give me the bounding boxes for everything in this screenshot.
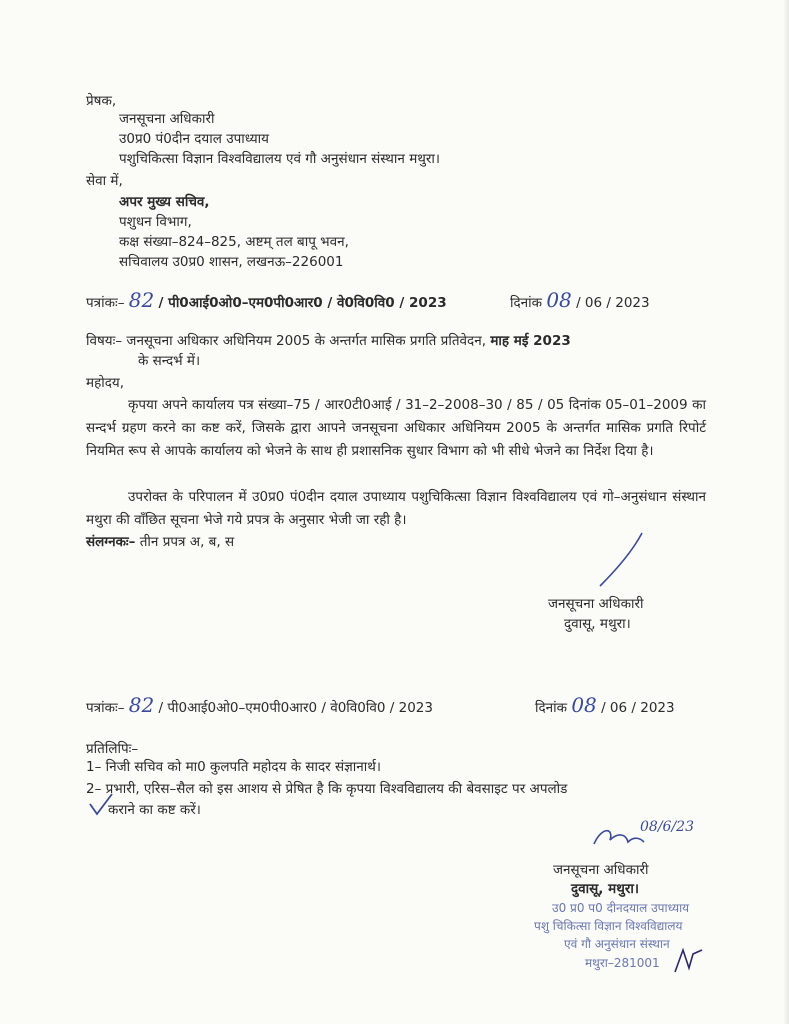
body-paragraph-1: कृपया अपने कार्यालय पत्र संख्या–75 / आर0टी0आई / 31–2–2008–30 / 85 / 05 दिनांक 05–01–2009 का सन्दर्भ ग्रहण करने का कष्ट करें, जिसके द्वारा आपने जनसूचना अधिकार अधिनियम 2005 के अन्तर्गत मासिक प्रगति रिपोर्ट नियमित रूप से आपके कार्यालय को भेजने के साथ ही प्रशासनिक सुधार विभाग को भी सीधे भेजने का निर्देश दिया है। [86, 397, 706, 459]
sender-line3: पशुचिकित्सा विज्ञान विश्वविद्यालय एवं गौ अनुसंधान संस्थान मथुरा। [119, 151, 441, 167]
subject-label: विषयः– [86, 333, 123, 349]
stamp-line-2: पशु चिकित्सा विज्ञान विश्वविद्यालय [534, 919, 683, 933]
recipient-line3: कक्ष संख्या–824–825, अष्टम् तल बापू भवन, [119, 234, 349, 250]
date-label: दिनांक [510, 295, 543, 311]
recipient-line2: पशुधन विभाग, [119, 214, 192, 230]
date-label-2: दिनांक [535, 700, 568, 716]
copy-item-1: 1– निजी सचिव को मा0 कुलपति महोदय के सादर संज्ञानार्थ। [86, 759, 381, 775]
handwritten-letter-number: 82 [128, 288, 155, 312]
handwritten-date-day: 08 [546, 288, 572, 312]
reference-prefix-2: पत्रांकः– [86, 700, 125, 716]
enclosure-line [86, 533, 234, 551]
date-line-2 [535, 693, 675, 717]
sender-line2: उ0प्र0 पं0दीन दयाल उपाध्याय [119, 131, 269, 147]
signature-place-2: दुवासू, मथुरा। [571, 881, 639, 897]
enclosure-text: तीन प्रपत्र अ, ब, स [139, 534, 235, 550]
copy-heading: प्रतिलिपिः– [86, 741, 139, 757]
copy-item-2-line-1: 2– प्रभारी, एरिस–सैल को इस आशय से प्रेषित है कि कृपया विश्वविद्यालय की बेवसाइट पर अपलोड [86, 781, 568, 797]
handwritten-date-day-2: 08 [571, 693, 597, 717]
reference-prefix: पत्रांकः– [86, 295, 125, 311]
handwritten-letter-number-2: 82 [128, 693, 155, 717]
initials-mark [672, 946, 706, 976]
recipient-line1: अपर मुख्य सचिव, [119, 194, 210, 210]
reference-suffix: / पी0आई0ओ0–एम0पी0आर0 / वे0वि0वि0 / 2023 [158, 295, 447, 311]
subject-text: जनसूचना अधिकार अधिनियम 2005 के अन्तर्गत मासिक प्रगति प्रतिवेदन, [126, 333, 487, 349]
checkmark-icon [88, 792, 114, 818]
body-paragraph-2: उपरोक्त के परिपालन में उ0प्र0 पं0दीन दयाल उपाध्याय पशुचिकित्सा विज्ञान विश्वविद्यालय एवं गो–अनुसंधान संस्थान मथुरा की वाँछित सूचना भेजे गये प्रपत्र के अनुसार भेजी जा रही है। [86, 489, 706, 528]
sender-heading: प्रेषक, [86, 93, 117, 109]
stamp-line-1: उ0 प्र0 प0 दीनदयाल उपाध्याय [552, 901, 690, 915]
copy-item-2-line-2: कराने का कष्ट करें। [108, 802, 201, 818]
stamp-line-4: मथुरा–281001 [585, 956, 660, 970]
enclosure-label: संलग्नकः– [86, 534, 136, 550]
handwritten-signature-date: 08/6/23 [640, 819, 694, 835]
reference-line-2 [86, 693, 433, 717]
reference-suffix-2: / पी0आई0ओ0–एम0पी0आर0 / वे0वि0वि0 / 2023 [158, 700, 433, 716]
date-rest: / 06 / 2023 [576, 295, 650, 311]
subject-line-2: के सन्दर्भ में। [138, 353, 201, 369]
stamp-line-3: एवं गौ अनुसंधान संस्थान [564, 937, 670, 951]
date-line-1 [510, 288, 650, 312]
date-rest-2: / 06 / 2023 [601, 700, 675, 716]
subject-bold: माह मई 2023 [490, 333, 571, 349]
signature-stroke-1 [596, 530, 646, 590]
signature-title-1: जनसूचना अधिकारी [548, 596, 644, 612]
recipient-heading: सेवा में, [86, 173, 123, 189]
signature-title-2: जनसूचना अधिकारी [553, 862, 649, 878]
subject-line [86, 332, 571, 350]
sender-line1: जनसूचना अधिकारी [119, 111, 215, 127]
signature-place-1: दुवासू, मथुरा। [564, 616, 631, 632]
recipient-line4: सचिवालय उ0प्र0 शासन, लखनऊ–226001 [119, 254, 344, 270]
page-edge-shadow [783, 0, 789, 1024]
salutation: महोदय, [86, 375, 125, 391]
reference-line-1 [86, 288, 447, 312]
